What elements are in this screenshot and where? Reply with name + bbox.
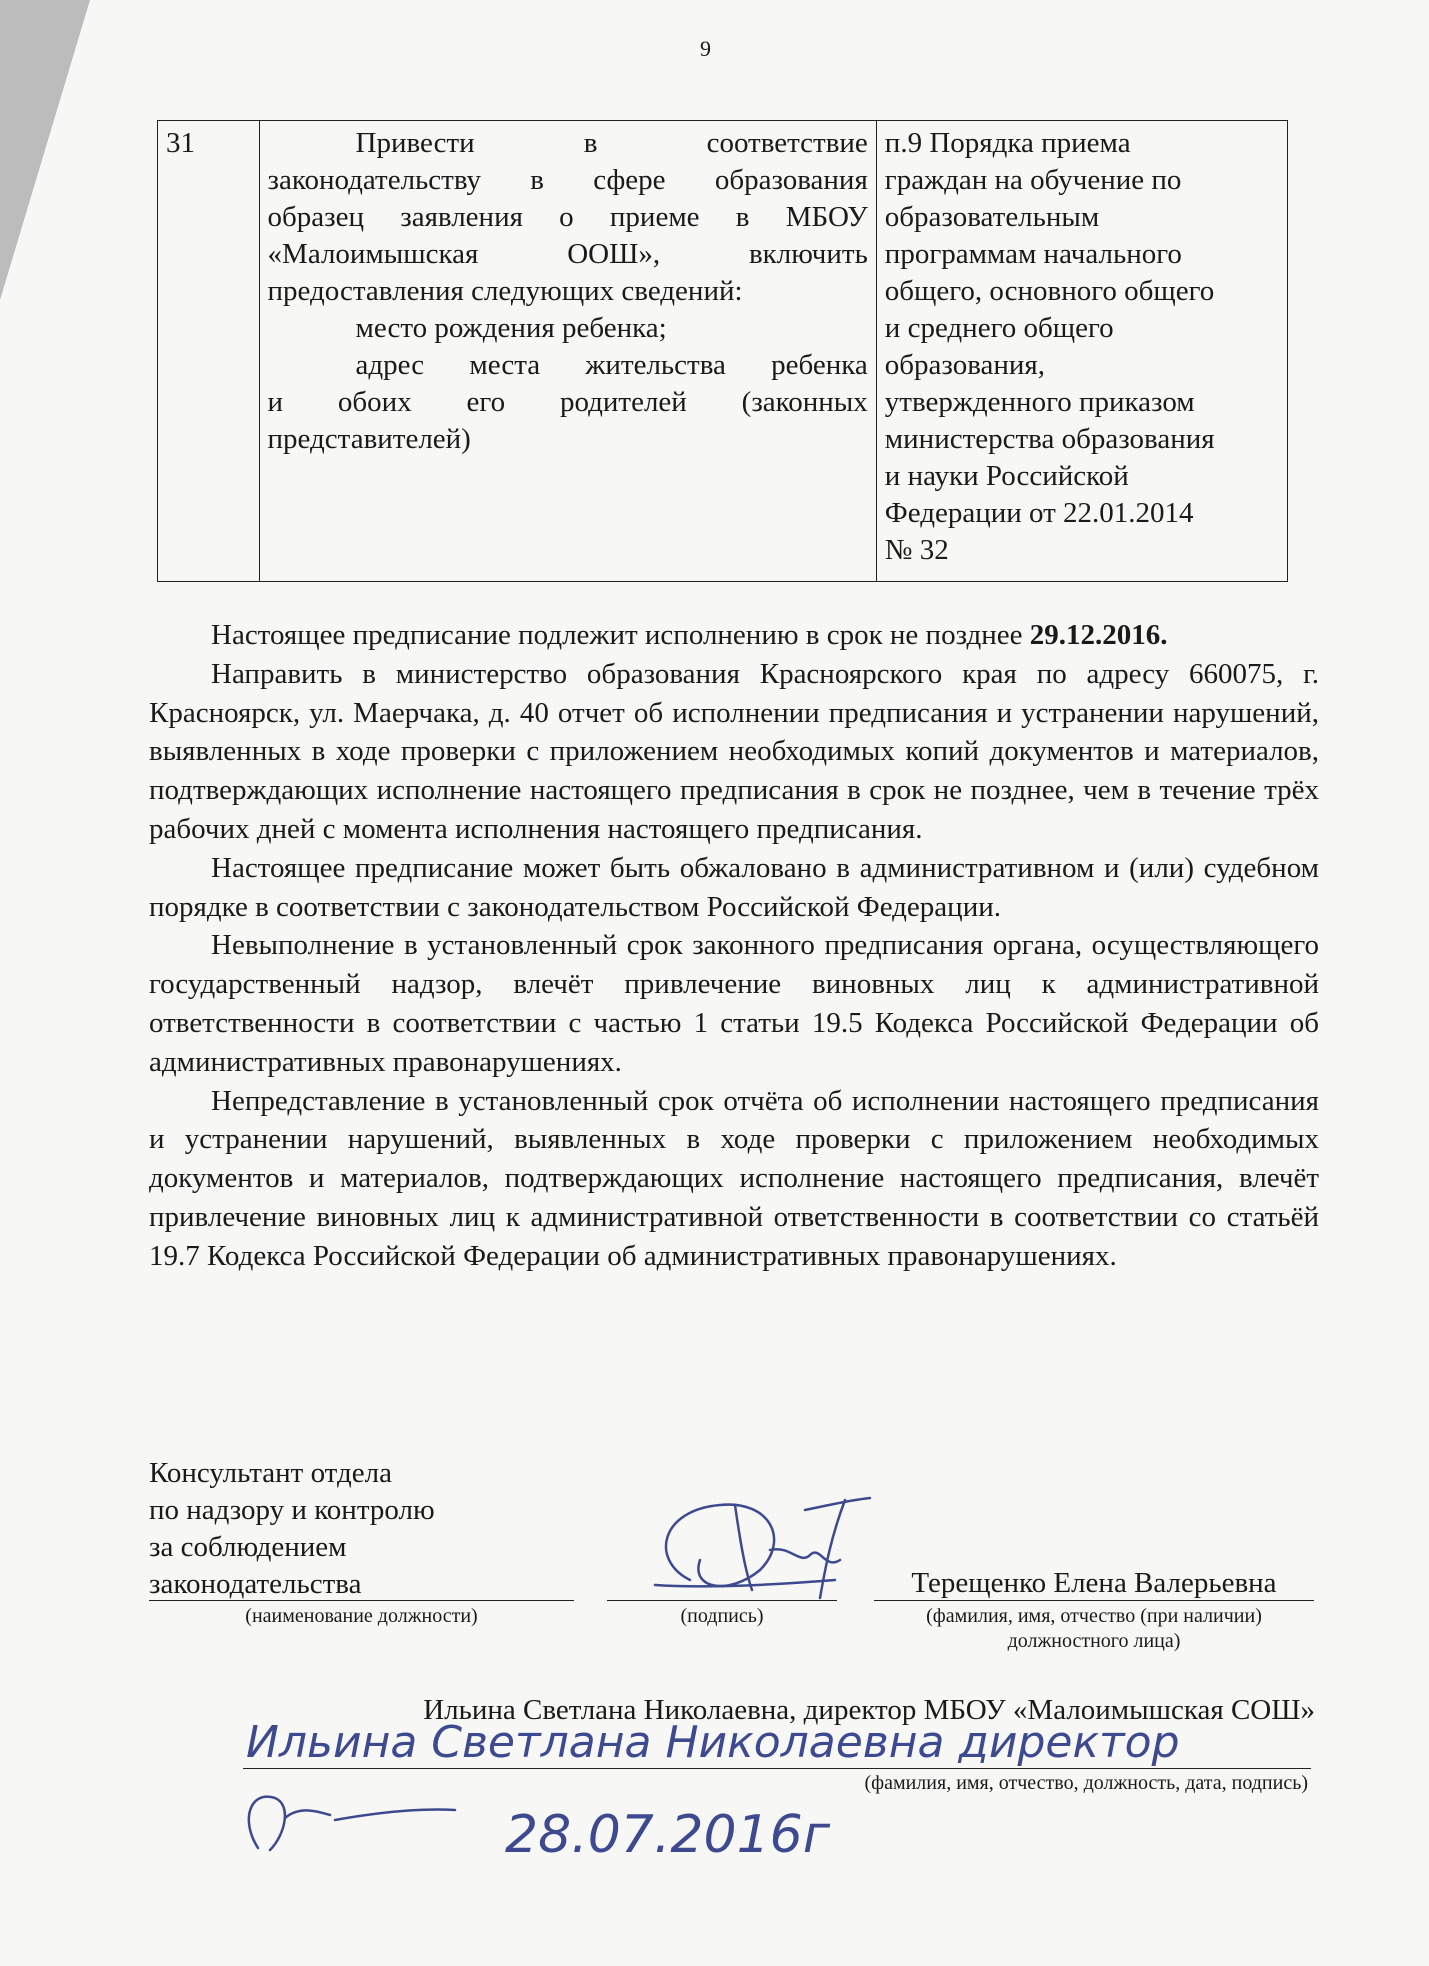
required-action [259,121,876,582]
page-number: 9 [700,36,711,61]
recipient-caption: (фамилия, имя, отчество, должность, дата, подпись) [864,1772,1308,1794]
reference-line: программам начального [884,238,1182,270]
deadline-date: 29.12.2016. [1029,619,1168,651]
reference-line: образовательным [884,201,1100,233]
action-line: законодательству в сфере образования [267,164,868,196]
recipient-signature [249,1797,455,1850]
action-line: Привести в соответствие [355,127,868,159]
position-title [149,1455,579,1603]
non-report-paragraph: Непредставление в установленный срок отчёта об исполнении настоящего предписания и устранении нарушений, выявленных в ходе проверки с приложением необходимых документов и материалов, подтверждающих исполнение настоящего предписания, влечёт привлечение виновных лиц к административной ответственности в соответствии со статьёй 19.7 Кодекса Российской Федерации об административных правонарушениях. [149,1084,1319,1272]
reference-line: граждан на обучение по [884,164,1182,196]
deadline-text: Настоящее предписание подлежит исполнению в срок не позднее [211,619,1023,651]
reference-line: п.9 Порядка приема [884,127,1131,159]
name-caption-line: (фамилия, имя, отчество (при наличии) [926,1605,1262,1627]
reference-line: образования, [884,349,1046,381]
position-line: Консультант отдела [149,1457,392,1489]
action-line: образец заявления о приеме в МБОУ [267,201,868,233]
recipient-underline [243,1768,1311,1769]
signature-underline [607,1600,837,1601]
failure-paragraph: Невыполнение в установленный срок законного предписания органа, осуществляющего государственный надзор, влечёт привлечение виновных лиц к административной ответственности в соответствии с частью 1 статьи 19.5 Кодекса Российской Федерации об административных правонарушениях. [149,929,1319,1078]
requirements-table [157,120,1288,582]
reference-line: общего, основного общего [884,275,1215,307]
official-name: Терещенко Елена Валерьевна [911,1567,1277,1599]
reference-line: и среднего общего [884,312,1114,344]
position-line: за соблюдением [149,1531,347,1563]
position-line: законодательства [149,1568,362,1600]
row-number: 31 [158,121,260,582]
name-caption [874,1604,1314,1654]
action-line: место рождения ребенка; [355,312,667,344]
table-row [158,121,1288,582]
reference-line: № 32 [884,534,949,566]
action-line: и обоих его родителей (законных [267,386,868,418]
scan-corner-shadow [0,0,90,300]
report-paragraph: Направить в министерство образования Красноярского края по адресу 660075, г. Красноярск, ул. Маерчака, д. 40 отчет об исполнении предписания и устранении нарушений, выявленных в ходе проверки с приложением необходимых копий документов и материалов, подтверждающих исполнение настоящего предписания в срок не позднее, чем в течение трёх рабочих дней с момента исполнения настоящего предписания. [149,657,1319,845]
reference-line: министерства образования [884,423,1215,455]
action-line: адрес места жительства ребенка [355,349,868,381]
position-caption: (наименование должности) [245,1605,478,1627]
appeal-paragraph: Настоящее предписание может быть обжаловано в административном и (или) судебном порядке в соответствии с законодательством Российской Федерации. [149,851,1319,923]
legal-reference [876,121,1287,582]
deadline-paragraph [149,616,1319,655]
recipient-printed: Ильина Светлана Николаевна, директор МБОУ «Малоимышская СОШ» [423,1694,1315,1726]
body-text [149,616,1319,1276]
action-line: предоставления следующих сведений: [267,275,743,307]
handwritten-date: 28.07.2016г [505,1805,831,1865]
name-caption-line: должностного лица) [1007,1630,1181,1652]
position-underline [149,1600,574,1601]
reference-line: и науки Российской [884,460,1129,492]
signature-caption: (подпись) [680,1605,764,1627]
name-underline [874,1600,1314,1601]
official-signature [655,1498,870,1598]
reference-line: утвержденного приказом [884,386,1195,418]
reference-line: Федерации от 22.01.2014 [884,497,1194,529]
action-line: «Малоимышская ООШ», включить [267,238,868,270]
action-line: представителей) [267,423,471,455]
recipient-handwritten: Ильина Светлана Николаевна директор [246,1717,1180,1768]
position-line: по надзору и контролю [149,1494,435,1526]
